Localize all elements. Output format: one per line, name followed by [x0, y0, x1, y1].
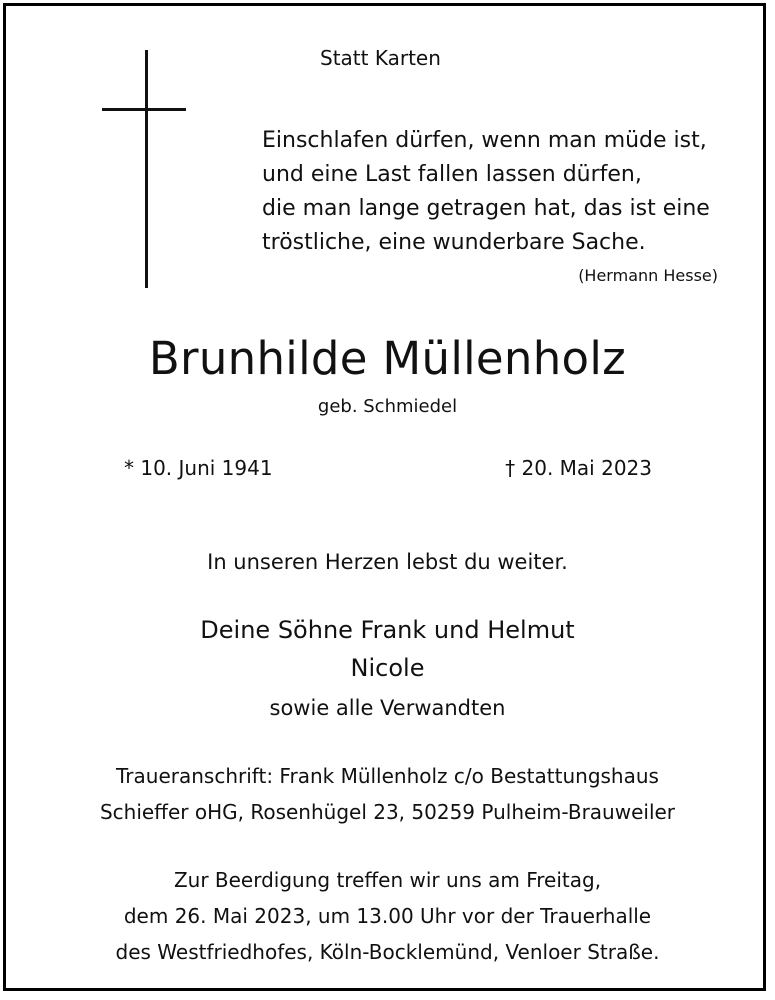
- funeral-info-line: dem 26. Mai 2023, um 13.00 Uhr vor der Trauerhalle: [123, 904, 652, 928]
- statt-karten-label: Statt Karten: [320, 46, 441, 70]
- death-date: † 20. Mai 2023: [505, 456, 652, 480]
- birth-date: * 10. Juni 1941: [124, 456, 273, 480]
- family-line-nicole: Nicole: [350, 654, 425, 682]
- memorial-quote: In unseren Herzen lebst du weiter.: [207, 550, 568, 574]
- family-line-sons: Deine Söhne Frank und Helmut: [200, 616, 575, 644]
- mourning-address-line: Traueranschrift: Frank Müllenholz c/o Bestattungshaus: [116, 764, 659, 788]
- funeral-info-line: des Westfriedhofes, Köln-Bocklemünd, Venloer Straße.: [115, 940, 660, 964]
- cross-horizontal-bar: [102, 108, 186, 111]
- poem-line: und eine Last fallen lassen dürfen,: [262, 162, 642, 187]
- funeral-info-line: Zur Beerdigung treffen wir uns am Freitag,: [173, 868, 602, 892]
- mourning-address-line: Schieffer oHG, Rosenhügel 23, 50259 Pulheim-Brauweiler: [99, 800, 676, 824]
- poem: [262, 124, 710, 260]
- poem-author: (Hermann Hesse): [578, 266, 718, 285]
- poem-line: die man lange getragen hat, das ist eine: [262, 196, 710, 221]
- deceased-name: Brunhilde Müllenholz: [148, 332, 627, 385]
- cross-vertical-bar: [145, 50, 148, 288]
- maiden-name: geb. Schmiedel: [317, 396, 458, 417]
- poem-line: Einschlafen dürfen, wenn man müde ist,: [262, 128, 707, 153]
- poem-line: tröstliche, eine wunderbare Sache.: [262, 230, 646, 255]
- family-line-relatives: sowie alle Verwandten: [269, 696, 506, 720]
